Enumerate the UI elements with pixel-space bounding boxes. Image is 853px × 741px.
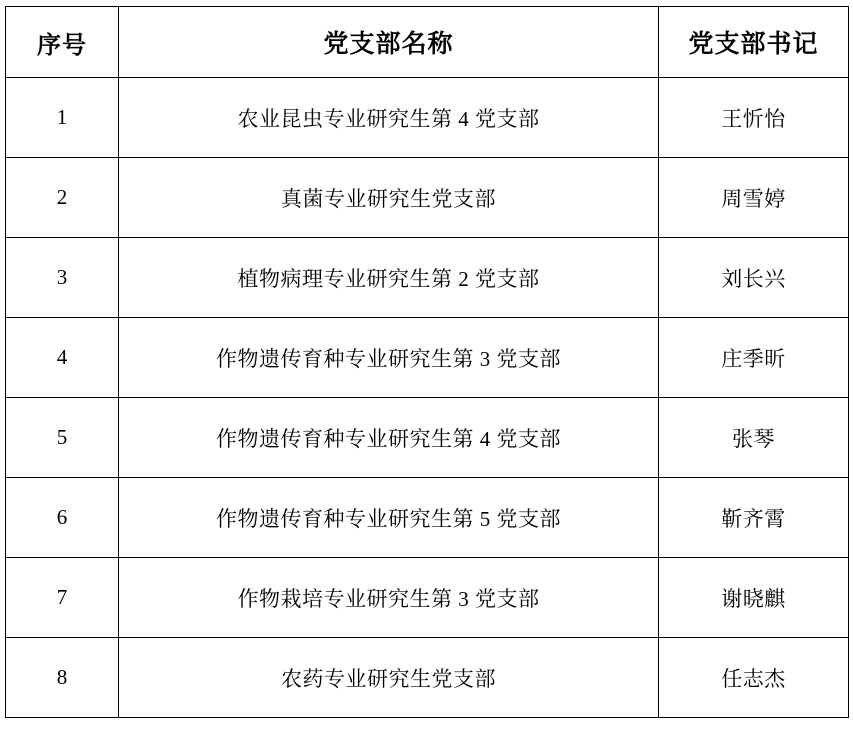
cell-secretary: 任志杰 bbox=[659, 638, 849, 718]
cell-index: 2 bbox=[6, 158, 119, 238]
party-branch-table bbox=[5, 6, 849, 718]
cell-index: 8 bbox=[6, 638, 119, 718]
table-row bbox=[6, 398, 849, 478]
table-row bbox=[6, 318, 849, 398]
cell-branch-name: 作物栽培专业研究生第 3 党支部 bbox=[119, 558, 659, 638]
table-row bbox=[6, 558, 849, 638]
cell-secretary: 王忻怡 bbox=[659, 78, 849, 158]
column-header-index: 序号 bbox=[6, 7, 119, 78]
document-page bbox=[0, 6, 853, 741]
cell-branch-name: 作物遗传育种专业研究生第 3 党支部 bbox=[119, 318, 659, 398]
cell-branch-name: 真菌专业研究生党支部 bbox=[119, 158, 659, 238]
table-row bbox=[6, 638, 849, 718]
table-row bbox=[6, 238, 849, 318]
table-row bbox=[6, 78, 849, 158]
cell-branch-name: 农药专业研究生党支部 bbox=[119, 638, 659, 718]
cell-branch-name: 作物遗传育种专业研究生第 4 党支部 bbox=[119, 398, 659, 478]
cell-index: 6 bbox=[6, 478, 119, 558]
cell-branch-name: 农业昆虫专业研究生第 4 党支部 bbox=[119, 78, 659, 158]
column-header-branch-name: 党支部名称 bbox=[119, 7, 659, 78]
table-row bbox=[6, 158, 849, 238]
cell-secretary: 刘长兴 bbox=[659, 238, 849, 318]
cell-secretary: 张琴 bbox=[659, 398, 849, 478]
table-header bbox=[6, 7, 849, 78]
cell-secretary: 周雪婷 bbox=[659, 158, 849, 238]
cell-index: 5 bbox=[6, 398, 119, 478]
table-row bbox=[6, 478, 849, 558]
cell-index: 4 bbox=[6, 318, 119, 398]
table-body bbox=[6, 78, 849, 718]
cell-secretary: 谢晓麒 bbox=[659, 558, 849, 638]
cell-index: 7 bbox=[6, 558, 119, 638]
cell-branch-name: 作物遗传育种专业研究生第 5 党支部 bbox=[119, 478, 659, 558]
cell-secretary: 庄季昕 bbox=[659, 318, 849, 398]
table-header-row bbox=[6, 7, 849, 78]
cell-secretary: 靳齐霄 bbox=[659, 478, 849, 558]
cell-branch-name: 植物病理专业研究生第 2 党支部 bbox=[119, 238, 659, 318]
column-header-secretary: 党支部书记 bbox=[659, 7, 849, 78]
cell-index: 3 bbox=[6, 238, 119, 318]
cell-index: 1 bbox=[6, 78, 119, 158]
